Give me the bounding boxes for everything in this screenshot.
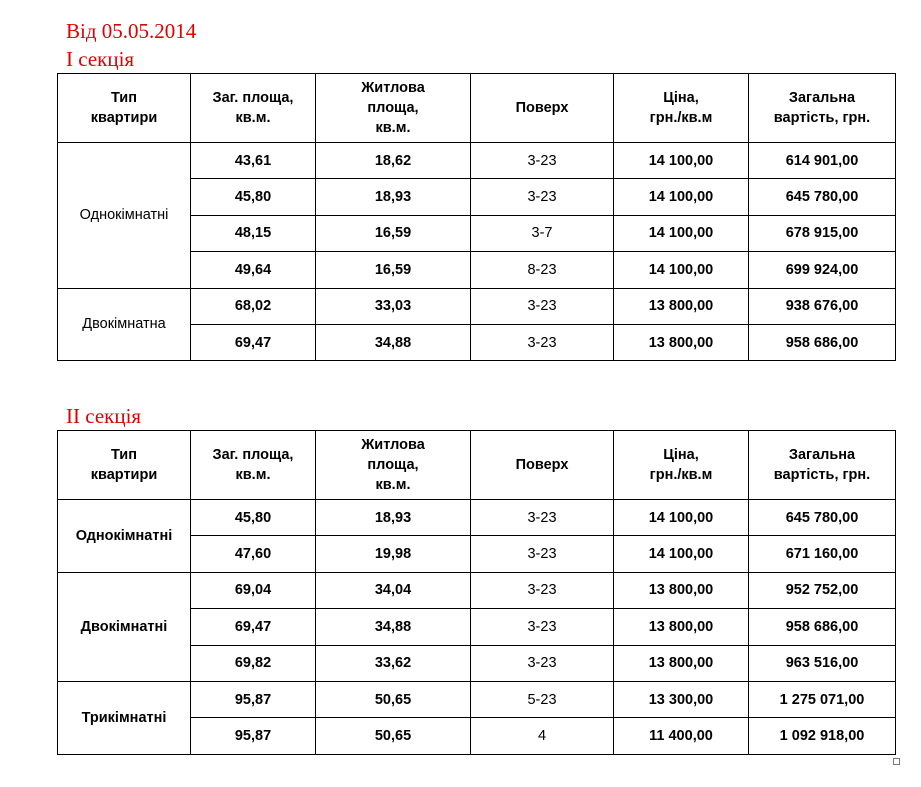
living-area-cell: 16,59 [316, 252, 471, 288]
total-area-cell: 68,02 [191, 288, 316, 324]
column-header-line: Загальна [788, 90, 856, 106]
section-2-price-table [57, 430, 896, 755]
price-per-sqm-cell: 13 800,00 [614, 609, 749, 645]
column-header-total-area [191, 74, 316, 143]
living-area-cell: 18,93 [316, 179, 471, 215]
date-heading: Від 05.05.2014 [66, 19, 197, 43]
column-header-line: Поверх [515, 457, 569, 473]
total-cost-cell: 671 160,00 [749, 536, 896, 572]
column-header-living-area [316, 74, 471, 143]
column-header-floor [471, 431, 614, 500]
living-area-cell: 34,88 [316, 324, 471, 360]
column-header-line: площа, [367, 100, 419, 116]
total-area-cell: 45,80 [191, 500, 316, 536]
table-header-row [58, 431, 896, 500]
total-cost-cell: 678 915,00 [749, 215, 896, 251]
total-area-cell: 48,15 [191, 215, 316, 251]
floor-cell: 5-23 [471, 681, 614, 717]
floor-cell: 3-23 [471, 536, 614, 572]
column-header-line: кв.м. [235, 110, 271, 126]
total-area-cell: 95,87 [191, 681, 316, 717]
price-per-sqm-cell: 13 800,00 [614, 288, 749, 324]
total-area-cell: 69,82 [191, 645, 316, 681]
total-area-cell: 47,60 [191, 536, 316, 572]
section-1-title: І секція [66, 47, 135, 71]
living-area-cell: 33,62 [316, 645, 471, 681]
total-area-cell: 43,61 [191, 143, 316, 179]
column-header-living-area [316, 431, 471, 500]
floor-cell: 8-23 [471, 252, 614, 288]
column-header-price [614, 431, 749, 500]
column-header-line: Тип [111, 447, 137, 463]
floor-cell: 3-23 [471, 500, 614, 536]
living-area-cell: 50,65 [316, 718, 471, 754]
apartment-type-cell: Двокімнатні [58, 572, 191, 681]
column-header-line: квартири [90, 467, 158, 483]
living-area-cell: 16,59 [316, 215, 471, 251]
total-cost-cell: 645 780,00 [749, 500, 896, 536]
price-per-sqm-cell: 14 100,00 [614, 215, 749, 251]
total-cost-cell: 614 901,00 [749, 143, 896, 179]
floor-cell: 3-7 [471, 215, 614, 251]
price-per-sqm-cell: 14 100,00 [614, 179, 749, 215]
section-2-title: ІІ секція [66, 404, 142, 428]
table-row [58, 500, 896, 536]
floor-cell: 3-23 [471, 645, 614, 681]
living-area-cell: 34,04 [316, 572, 471, 608]
column-header-line: Загальна [788, 447, 856, 463]
column-header-line: вартість, грн. [773, 467, 871, 483]
column-header-total-cost [749, 74, 896, 143]
price-per-sqm-cell: 13 800,00 [614, 324, 749, 360]
column-header-line: Житлова [361, 437, 425, 453]
column-header-line: Заг. площа, [212, 447, 294, 463]
living-area-cell: 18,62 [316, 143, 471, 179]
total-area-cell: 69,04 [191, 572, 316, 608]
total-cost-cell: 952 752,00 [749, 572, 896, 608]
price-per-sqm-cell: 14 100,00 [614, 143, 749, 179]
total-cost-cell: 1 275 071,00 [749, 681, 896, 717]
living-area-cell: 18,93 [316, 500, 471, 536]
column-header-line: вартість, грн. [773, 110, 871, 126]
column-header-floor [471, 74, 614, 143]
price-per-sqm-cell: 13 300,00 [614, 681, 749, 717]
column-header-line: квартири [90, 110, 158, 126]
floor-cell: 3-23 [471, 324, 614, 360]
apartment-type-cell: Трикімнатні [58, 681, 191, 754]
apartment-type-cell: Однокімнатні [58, 500, 191, 573]
total-cost-cell: 963 516,00 [749, 645, 896, 681]
total-cost-cell: 938 676,00 [749, 288, 896, 324]
column-header-total-area [191, 431, 316, 500]
column-header-line: кв.м. [375, 477, 411, 493]
price-per-sqm-cell: 13 800,00 [614, 645, 749, 681]
total-cost-cell: 958 686,00 [749, 609, 896, 645]
column-header-line: Ціна, [663, 447, 699, 463]
column-header-line: площа, [367, 457, 419, 473]
table-header-row [58, 74, 896, 143]
column-header-line: Поверх [515, 100, 569, 116]
total-cost-cell: 699 924,00 [749, 252, 896, 288]
table-row [58, 572, 896, 608]
column-header-line: кв.м. [375, 120, 411, 136]
column-header-line: Заг. площа, [212, 90, 294, 106]
column-header-line: грн./кв.м [649, 467, 713, 483]
living-area-cell: 33,03 [316, 288, 471, 324]
column-header-line: грн./кв.м [649, 110, 713, 126]
living-area-cell: 19,98 [316, 536, 471, 572]
living-area-cell: 50,65 [316, 681, 471, 717]
price-per-sqm-cell: 14 100,00 [614, 252, 749, 288]
column-header-line: Ціна, [663, 90, 699, 106]
total-area-cell: 95,87 [191, 718, 316, 754]
price-per-sqm-cell: 11 400,00 [614, 718, 749, 754]
floor-cell: 3-23 [471, 572, 614, 608]
living-area-cell: 34,88 [316, 609, 471, 645]
column-header-price [614, 74, 749, 143]
resize-handle[interactable] [893, 758, 900, 765]
section-1-price-table [57, 73, 896, 361]
total-cost-cell: 645 780,00 [749, 179, 896, 215]
column-header-line: Тип [111, 90, 137, 106]
apartment-type-cell: Двокімнатна [58, 288, 191, 361]
table-row [58, 288, 896, 324]
total-cost-cell: 958 686,00 [749, 324, 896, 360]
floor-cell: 4 [471, 718, 614, 754]
floor-cell: 3-23 [471, 609, 614, 645]
price-per-sqm-cell: 14 100,00 [614, 500, 749, 536]
column-header-line: Житлова [361, 80, 425, 96]
column-header-total-cost [749, 431, 896, 500]
total-cost-cell: 1 092 918,00 [749, 718, 896, 754]
floor-cell: 3-23 [471, 288, 614, 324]
apartment-type-cell: Однокімнатні [58, 143, 191, 289]
total-area-cell: 69,47 [191, 324, 316, 360]
column-header-type [58, 431, 191, 500]
table-row [58, 143, 896, 179]
floor-cell: 3-23 [471, 179, 614, 215]
column-header-line: кв.м. [235, 467, 271, 483]
price-per-sqm-cell: 13 800,00 [614, 572, 749, 608]
price-per-sqm-cell: 14 100,00 [614, 536, 749, 572]
column-header-type [58, 74, 191, 143]
table-row [58, 681, 896, 717]
total-area-cell: 49,64 [191, 252, 316, 288]
total-area-cell: 45,80 [191, 179, 316, 215]
floor-cell: 3-23 [471, 143, 614, 179]
total-area-cell: 69,47 [191, 609, 316, 645]
